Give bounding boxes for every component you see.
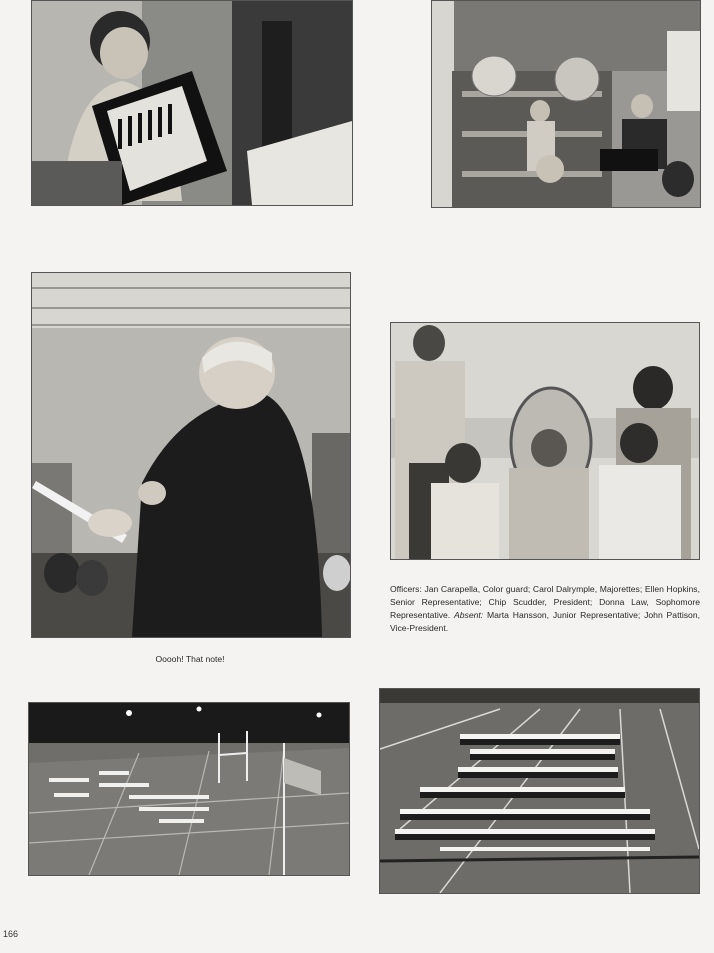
- photo-band-field-night: [28, 702, 350, 876]
- photo-band-field-formation: [379, 688, 700, 894]
- officers-absent-label: Absent:: [454, 610, 484, 620]
- officers-caption-text: Officers: Jan Carapella, Color guard; Carol Dalrymple, Majorettes; Ellen Hopkins, Senior Representative; Chip Scudder, President; Donna Law, Sophomore Representative.: [390, 583, 700, 620]
- officers-caption: [390, 583, 700, 636]
- officers-caption-absent-names: Marta Hansson, Junior Representative; John Pattison, Vice-President.: [390, 610, 700, 634]
- photo-band-officers: [390, 322, 700, 560]
- conductor-caption: Ooooh! That note!: [155, 654, 225, 664]
- photo-cymbal-players: [431, 0, 701, 208]
- photo-band-director: [31, 272, 351, 638]
- photo-accordion-player: [31, 0, 353, 206]
- page-number: 166: [3, 929, 19, 939]
